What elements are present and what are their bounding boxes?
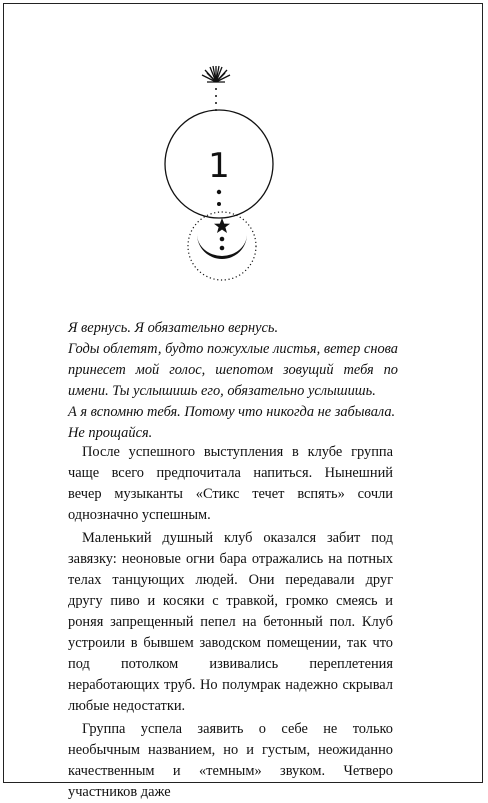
epigraph-line: А я вспомню тебя. Потому что никогда не забывала.	[68, 404, 396, 420]
sunburst-icon	[202, 66, 230, 82]
dot	[217, 190, 221, 194]
epigraph-line: Не прощайся.	[68, 425, 153, 441]
epigraph-line: Годы облетят, будто пожухлые листья, ветер снова принесет мой голос, шепотом зовущий тебя по имени. Ты услышишь его, обязательно услышишь.	[68, 341, 398, 399]
paragraph: Группа успела заявить о себе не только необычным названием, но и густым, неожиданно качественным и «темным» звуком. Четверо участников даже	[68, 721, 393, 800]
chapter-number: 1	[208, 146, 230, 186]
chapter-body	[68, 442, 393, 803]
dot	[220, 246, 225, 251]
dotted-line	[215, 88, 217, 111]
epigraph-line: Я вернусь. Я обязательно вернусь.	[68, 320, 279, 336]
epigraph	[68, 318, 398, 444]
dot	[220, 237, 225, 242]
star-icon	[214, 218, 230, 233]
paragraph: После успешного выступления в клубе группа чаще всего предпочитала напиться. Нынешний вечер музыканты «Стикс течет вспять» сочли однозначно успешным.	[68, 444, 393, 523]
dot	[217, 202, 221, 206]
chapter-ornament	[4, 4, 484, 304]
book-page	[3, 3, 483, 800]
paragraph: Маленький душный клуб оказался забит под завязку: неоновые огни бара отражались на потных телах танцующих людей. Они передавали друг другу пиво и косяки с травкой, громко смеясь и роняя запрещенный пепел на бетонный пол. Клуб устроили в бывшем заводском помещении, так что под потолком извивались переплетения неработающих труб. Но полумрак надежно скрывал любые недостатки.	[68, 530, 393, 714]
